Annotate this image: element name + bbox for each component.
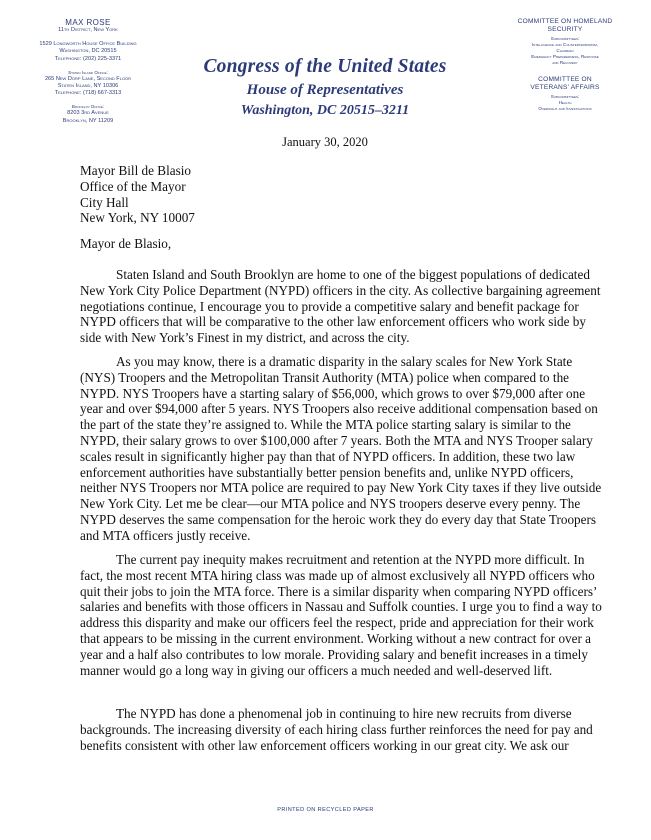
- si-office-label: Staten Island Office:: [68, 69, 108, 75]
- committee-veterans: COMMITTEE ON: [538, 76, 592, 83]
- recycled-paper-footer: PRINTED ON RECYCLED PAPER: [277, 807, 374, 813]
- washington-line: Washington, DC 20515–3211: [240, 103, 410, 118]
- bk-office-label: Brooklyn Office:: [71, 104, 105, 110]
- subcommittees-label: Subcommittees:: [550, 36, 580, 41]
- letterhead-right: [492, 18, 638, 112]
- member-name: MAX ROSE: [65, 18, 111, 27]
- si-office-line: Telephone: (718) 667-3313: [54, 90, 122, 97]
- recipient-line: Mayor Bill de Blasio: [80, 163, 191, 178]
- salutation: Mayor de Blasio,: [80, 236, 172, 251]
- letter-date: January 30, 2020: [282, 135, 368, 149]
- subcommittee-item: Oversight and Investigations: [538, 106, 592, 111]
- paragraph-text: The NYPD has done a phenomenal job in continuing to hire new recruits from diverse backgrounds. The increasing diversity of each hiring class further reinforces the need for pay and benefits consistent with other law enforcement officers working in our great city. We ask our: [80, 706, 593, 753]
- bk-office-line: 8203 3rd Avenue: [67, 110, 109, 117]
- subcommittee-item: Intelligence and Counterterrorism,: [531, 42, 599, 47]
- committee-homeland: COMMITTEE ON HOMELAND: [517, 18, 613, 25]
- body-paragraph: [80, 267, 602, 346]
- paragraph-text: The current pay inequity makes recruitment and retention at the NYPD more difficult. In fact, the most recent MTA hiring class was made up of almost exclusively all NYPD officers who quit their jobs to join the MTA force. There is a similar disparity when comparing NYPD officers’ salaries and benefits with those officers in Nassau and Suffolk counties. I urge you to find a way to address this disparity and make our officers feel the respect, pride and appreciation for their work that appears to be missing in the current environment. Working without a new contract for over a year and a half also contributes to low morale. Providing salary and benefit increases in a timely manner would go a long way in giving our officers a much needed and well-deserved lift.: [80, 552, 602, 678]
- subcommittee-item: Health: [558, 100, 572, 105]
- body-paragraph: [80, 706, 602, 753]
- recipient-address: [80, 163, 195, 226]
- house-title: House of Representatives: [246, 82, 404, 98]
- dc-office-line: Washington, DC 20515: [59, 48, 117, 55]
- subcommittee-item: and Recovery: [552, 60, 578, 65]
- dc-office-line: Telephone: (202) 225-3371: [54, 55, 122, 62]
- committee-homeland: SECURITY: [547, 26, 583, 33]
- recipient-line: City Hall: [80, 194, 129, 210]
- si-office-line: 265 New Dorp Lane, Second Floor: [44, 75, 132, 82]
- body-paragraph: [80, 552, 602, 678]
- member-district: 11th District, New York: [58, 27, 118, 33]
- letterhead-center: [180, 56, 470, 120]
- recipient-line: New York, NY 10007: [80, 210, 195, 226]
- body-paragraph: [80, 354, 602, 544]
- si-office-line: Staten Island, NY 10306: [57, 83, 119, 90]
- subcommittee-item: Emergency Preparedness, Response: [531, 54, 599, 59]
- subcommittees-label: Subcommittees:: [550, 94, 580, 99]
- dc-office: [0, 41, 176, 63]
- congress-title: Congress of the United States: [203, 56, 447, 77]
- paragraph-text: Staten Island and South Brooklyn are home to one of the biggest populations of dedicated New York City Police Department (NYPD) officers in the city. As collective bargaining agreement negotiations continue, I encourage you to provide a competitive salary and benefit package for NYPD officers that will be comparative to the other law enforcement officers who work side by side with New York’s Finest in my district, and across the city.: [80, 267, 601, 346]
- paragraph-text: As you may know, there is a dramatic disparity in the salary scales for New York State (NYS) Troopers and the Metropolitan Transit Authority (MTA) police when compared to the NYPD. NYS Troopers have a starting salary of $56,000, which grows to over $79,000 after one year and over $94,000 after 5 years. NYS Troopers also receive additional compensation based on the part of the state they’re assigned to. While the MTA police starting salary is similar to the NYPD, their salary grows to over $100,000 after 7 years. Both the MTA and NYS Trooper salary scales result in significantly higher pay than that of NYPD officers. In addition, these two law enforcement authorities have substantially better pension benefits and, unlike NYPD officers, neither NYS Troopers nor MTA police are required to pay New York City taxes if they live outside New York City. Let me be clear—our MTA police and NYS troopers deserve every penny. The NYPD deserves the same compensation for the heroic work they do every day that State Troopers and MTA officers justly receive.: [80, 354, 602, 543]
- subcommittee-role: Chairman: [556, 48, 574, 53]
- bk-office: [0, 104, 176, 124]
- bk-office-line: Brooklyn, NY 11209: [62, 117, 114, 124]
- letterhead-left: [0, 18, 176, 125]
- dc-office-line: 1529 Longworth House Office Building: [39, 41, 137, 48]
- si-office: [0, 70, 176, 98]
- recipient-line: Office of the Mayor: [80, 178, 186, 194]
- committee-veterans: VETERANS' AFFAIRS: [530, 84, 600, 91]
